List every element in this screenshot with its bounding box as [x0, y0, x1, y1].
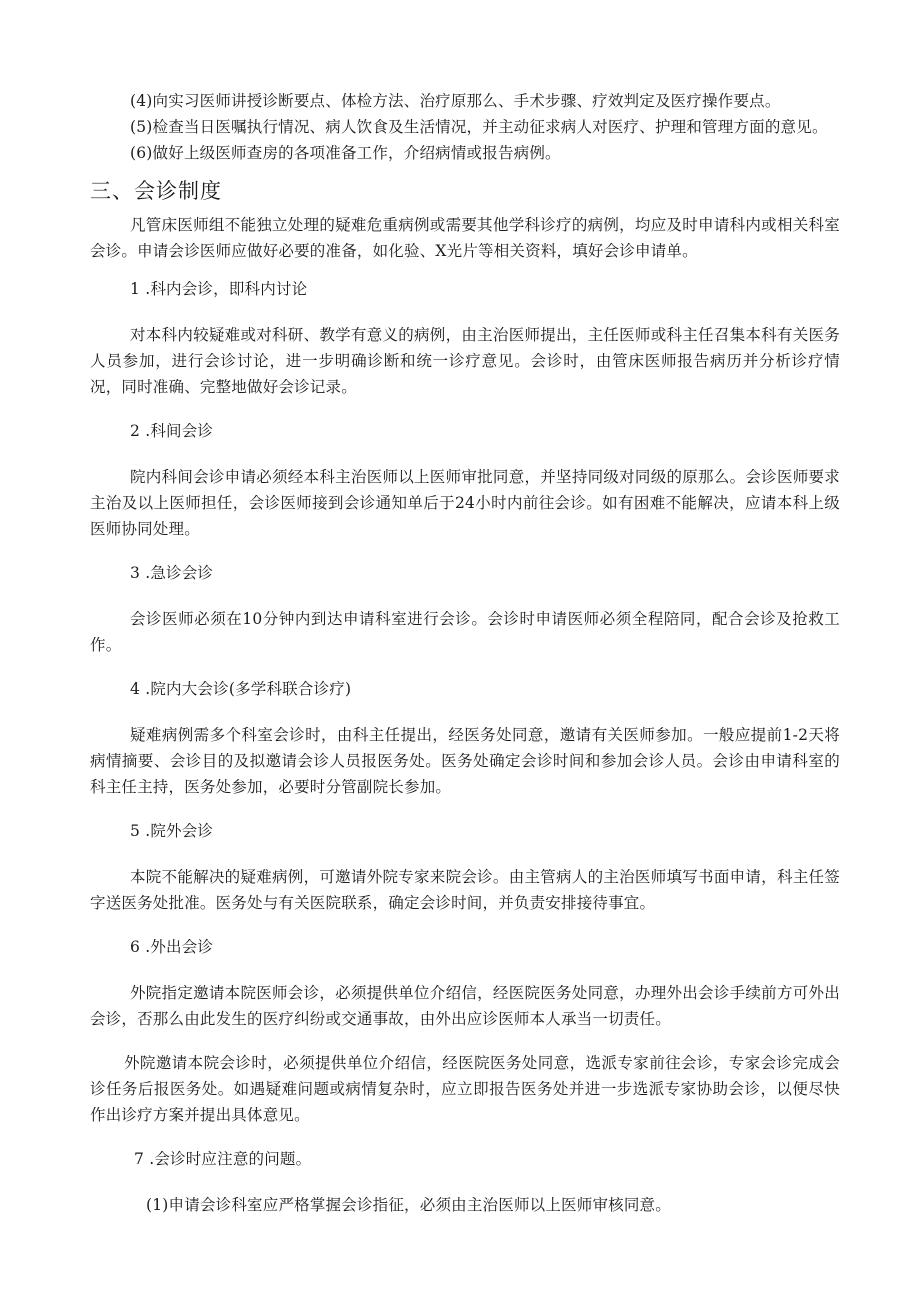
- section-title: 三、会诊制度: [90, 179, 222, 203]
- item-4: (4)向实习医师讲授诊断要点、体检方法、治疗原那么、手术步骤、疗效判定及医疗操作要点。: [130, 92, 781, 110]
- item-7-sub-1: (1)申请会诊科室应严格掌握会诊指征，必须由主治医师以上医师审核同意。: [146, 1196, 671, 1214]
- subsection-1-body: 对本科内较疑难或对科研、教学有意义的病例，由主治医师提出，主任医师或科主任召集本科有关医务人员参加，进行会诊讨论，进一步明确诊断和统一诊疗意见。会诊时，由管床医师报告病历并分析诊疗情况，同时准确、完整地做好会诊记录。: [90, 326, 840, 396]
- subsection-3-body: 会诊医师必须在10分钟内到达申请科室进行会诊。会诊时申请医师必须全程陪同，配合会诊及抢救工作。: [90, 610, 840, 654]
- item-5: (5)检查当日医嘱执行情况、病人饮食及生活情况，并主动征求病人对医疗、护理和管理方面的意见。: [130, 118, 828, 136]
- item-6: (6)做好上级医师查房的各项准备工作，介绍病情或报告病例。: [130, 144, 561, 162]
- subsection-2-heading: 2 .科间会诊: [130, 422, 214, 440]
- section-intro: 凡管床医师组不能独立处理的疑难危重病例或需要其他学科诊疗的病例，均应及时申请科内或相关科室会诊。申请会诊医师应做好必要的准备，如化验、X光片等相关资料，填好会诊申请单。: [90, 216, 840, 260]
- item-7-heading: 7 .会诊时应注意的问题。: [134, 1150, 312, 1168]
- subsection-5-heading: 5 .院外会诊: [130, 822, 214, 840]
- subsection-4-body: 疑难病例需多个科室会诊时，由科主任提出，经医务处同意，邀请有关医师参加。一般应提前1-2天将病情摘要、会诊目的及拟邀请会诊人员报医务处。医务处确定会诊时间和参加会诊人员。会诊由申请科室的科主任主持，医务处参加，必要时分管副院长参加。: [90, 726, 840, 796]
- subsection-5-body: 本院不能解决的疑难病例，可邀请外院专家来院会诊。由主管病人的主治医师填写书面申请，科主任签字送医务处批准。医务处与有关医院联系，确定会诊时间，并负责安排接待事宜。: [90, 868, 840, 912]
- document-page: [90, 88, 840, 1218]
- subsection-6-body-2: 外院邀请本院会诊时，必须提供单位介绍信，经医院医务处同意，选派专家前往会诊，专家会诊完成会诊任务后报医务处。如遇疑难问题或病情复杂时，应立即报告医务处并进一步选派专家协助会诊，以便尽快作出诊疗方案并提出具体意见。: [90, 1054, 840, 1124]
- subsection-2-body: 院内科间会诊申请必须经本科主治医师以上医师审批同意，并坚持同级对同级的原那么。会诊医师要求主治及以上医师担任，会诊医师接到会诊通知单后于24小时内前往会诊。如有困难不能解决，应请本科上级医师协同处理。: [90, 468, 840, 538]
- subsection-3-heading: 3 .急诊会诊: [130, 564, 214, 582]
- subsection-6-heading: 6 .外出会诊: [130, 938, 214, 956]
- subsection-1-heading: 1 .科内会诊，即科内讨论: [130, 280, 308, 298]
- subsection-4-heading: 4 .院内大会诊(多学科联合诊疗): [130, 680, 352, 698]
- subsection-6-body: 外院指定邀请本院医师会诊，必须提供单位介绍信，经医院医务处同意，办理外出会诊手续前方可外出会诊，否那么由此发生的医疗纠纷或交通事故，由外出应诊医师本人承当一切责任。: [90, 984, 840, 1028]
